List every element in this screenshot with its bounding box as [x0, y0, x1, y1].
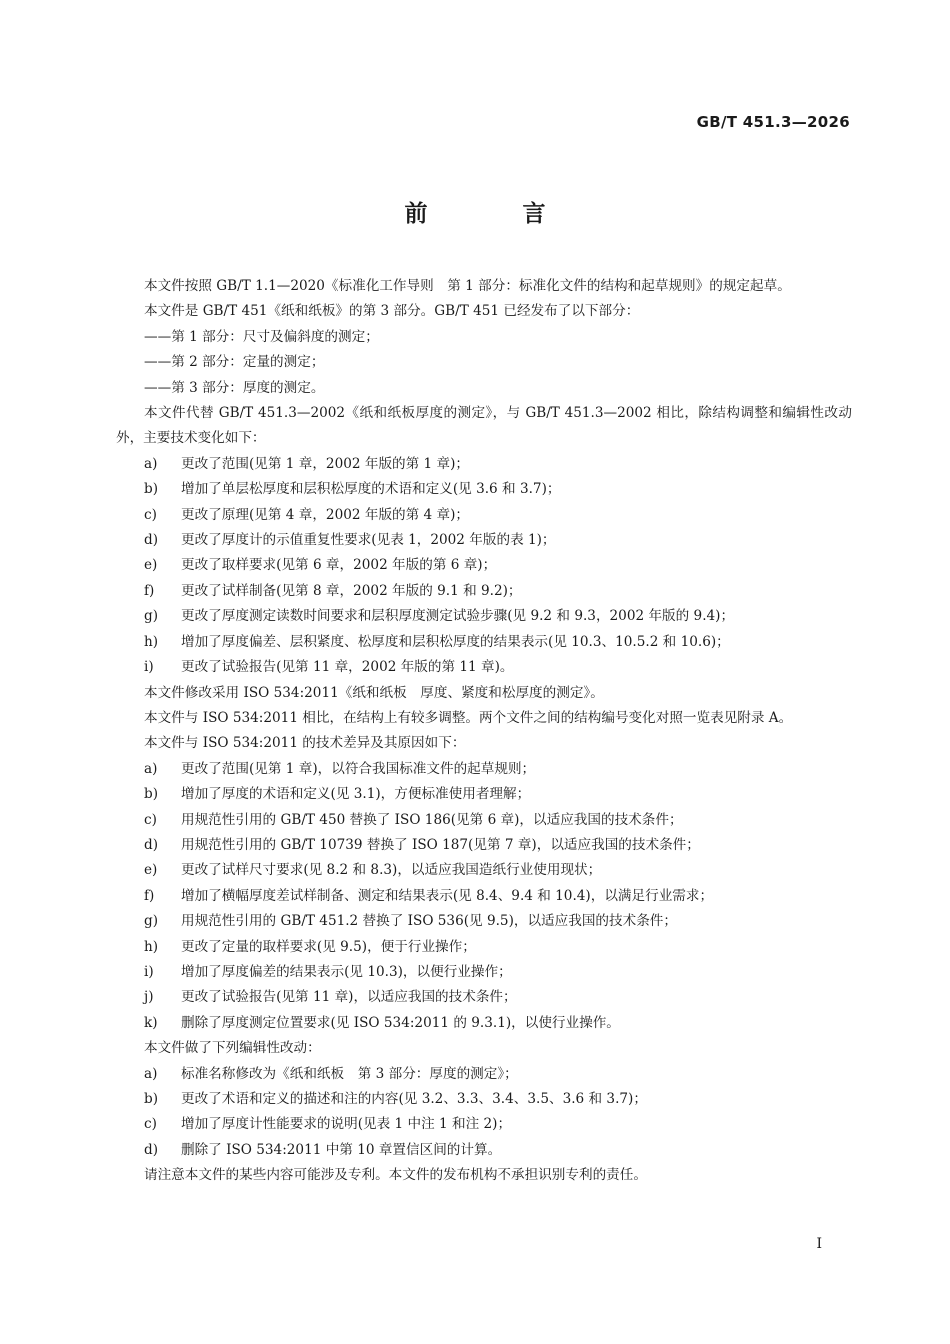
item-text: 增加了厚度的术语和定义(见 3.1)，方便标准使用者理解；	[181, 786, 531, 803]
item-text: 更改了范围(见第 1 章)，以符合我国标准文件的起草规则；	[181, 760, 536, 777]
item-label: d)	[144, 532, 159, 549]
list-item	[116, 503, 852, 528]
item-text: 用规范性引用的 GB/T 451.2 替换了 ISO 536(见 9.5)，以适应我国的技术条件；	[181, 913, 677, 930]
item-label: i)	[144, 659, 154, 676]
item-text: 更改了定量的取样要求(见 9.5)，便于行业操作；	[181, 938, 476, 955]
paragraph: 本文件按照 GB/T 1.1—2020《标准化工作导则 第 1 部分：标准化文件的结构和起草规则》的规定起草。	[144, 278, 791, 294]
item-label: b)	[144, 481, 159, 498]
item-label: f)	[144, 582, 155, 599]
item-text: 更改了范围(见第 1 章，2002 年版的第 1 章)；	[181, 455, 470, 472]
paragraph: 本文件是 GB/T 451《纸和纸板》的第 3 部分。GB/T 451 已经发布了以下部分：	[144, 303, 640, 320]
item-label: d)	[144, 836, 159, 853]
item-label: e)	[144, 557, 158, 574]
list-item	[116, 1011, 852, 1036]
item-text: 增加了横幅厚度差试样制备、测定和结果表示(见 8.4、9.4 和 10.4)，以满足行业需求；	[181, 887, 714, 904]
list-item	[116, 579, 852, 604]
list-item	[116, 528, 852, 553]
paragraph: 本文件与 ISO 534:2011 相比，在结构上有较多调整。两个文件之间的结构编号变化对照一览表见附录 A。	[144, 709, 793, 726]
item-label: c)	[144, 506, 157, 523]
list-item	[116, 985, 852, 1010]
list-item	[116, 452, 852, 477]
item-text: 增加了厚度偏差的结果表示(见 10.3)，以便行业操作；	[181, 963, 512, 980]
item-text: 更改了取样要求(见第 6 章，2002 年版的第 6 章)；	[181, 557, 497, 574]
list-item	[116, 909, 852, 934]
list-item	[116, 935, 852, 960]
item-text: 删除了 ISO 534:2011 中第 10 章置信区间的计算。	[181, 1141, 502, 1158]
list-item	[116, 604, 852, 629]
item-label: a)	[144, 760, 158, 777]
item-label: b)	[144, 786, 159, 803]
page-title: 前 言	[404, 201, 582, 227]
list-item	[116, 808, 852, 833]
item-text: 增加了单层松厚度和层积松厚度的术语和定义(见 3.6 和 3.7)；	[181, 481, 561, 498]
item-text: 更改了试验报告(见第 11 章)，以适应我国的技术条件；	[181, 989, 517, 1006]
item-text: 更改了术语和定义的描述和注的内容(见 3.2、3.3、3.4、3.5、3.6 和 3.7)；	[181, 1091, 647, 1107]
item-label: i)	[144, 963, 154, 980]
list-item	[116, 1087, 852, 1112]
item-label: g)	[144, 913, 159, 930]
list-item: ——第 3 部分：厚度的测定。	[144, 379, 325, 396]
list-item	[116, 1062, 852, 1087]
list-item	[116, 553, 852, 578]
paragraph: 本文件代替 GB/T 451.3—2002《纸和纸板厚度的测定》，与 GB/T 451.3—2002 相比，除结构调整和编辑性改动外，主要技术变化如下：	[116, 405, 852, 447]
paragraph: 本文件做了下列编辑性改动：	[144, 1040, 321, 1057]
page-number: I	[816, 1236, 822, 1252]
list-item	[116, 630, 852, 655]
item-label: h)	[144, 938, 159, 955]
item-text: 增加了厚度偏差、层积紧度、松厚度和层积松厚度的结果表示(见 10.3、10.5.2 和 10.6)；	[181, 633, 730, 650]
item-label: j)	[144, 989, 154, 1006]
paragraph: 请注意本文件的某些内容可能涉及专利。本文件的发布机构不承担识别专利的责任。	[144, 1167, 647, 1184]
item-label: f)	[144, 887, 155, 904]
item-label: k)	[144, 1014, 158, 1031]
item-label: a)	[144, 455, 158, 472]
list-item	[116, 858, 852, 883]
item-label: g)	[144, 608, 159, 625]
item-text: 标准名称修改为《纸和纸板 第 3 部分：厚度的测定》；	[181, 1065, 518, 1082]
foreword-body	[116, 274, 852, 1189]
item-label: e)	[144, 862, 158, 879]
item-label: c)	[144, 811, 157, 828]
item-label: c)	[144, 1116, 157, 1133]
item-text: 用规范性引用的 GB/T 450 替换了 ISO 186(见第 6 章)，以适应我国的技术条件；	[181, 811, 683, 828]
list-item	[116, 477, 852, 502]
item-text: 更改了厚度测定读数时间要求和层积厚度测定试验步骤(见 9.2 和 9.3，2002 年版的 9.4)；	[181, 608, 735, 625]
list-item	[116, 782, 852, 807]
document-code: GB/T 451.3—2026	[696, 113, 850, 131]
list-item	[116, 884, 852, 909]
item-text: 更改了原理(见第 4 章，2002 年版的第 4 章)；	[181, 506, 470, 523]
item-text: 更改了试样制备(见第 8 章，2002 年版的 9.1 和 9.2)；	[181, 582, 522, 599]
item-text: 更改了试样尺寸要求(见 8.2 和 8.3)，以适应我国造纸行业使用现状；	[181, 862, 602, 879]
list-item	[116, 1138, 852, 1163]
item-label: a)	[144, 1065, 158, 1082]
list-item: ——第 1 部分：尺寸及偏斜度的测定；	[144, 328, 379, 345]
paragraph: 本文件与 ISO 534:2011 的技术差异及其原因如下：	[144, 735, 466, 752]
item-text: 更改了试验报告(见第 11 章，2002 年版的第 11 章)。	[181, 659, 514, 676]
item-label: d)	[144, 1141, 159, 1158]
item-text: 删除了厚度测定位置要求(见 ISO 534:2011 的 9.3.1)，以使行业操作。	[181, 1014, 620, 1031]
paragraph: 本文件修改采用 ISO 534:2011《纸和纸板 厚度、紧度和松厚度的测定》。	[144, 684, 604, 701]
list-item	[116, 833, 852, 858]
list-item	[116, 757, 852, 782]
item-label: h)	[144, 633, 159, 650]
list-item	[116, 1112, 852, 1137]
item-text: 用规范性引用的 GB/T 10739 替换了 ISO 187(见第 7 章)，以适应我国的技术条件；	[181, 836, 700, 853]
list-item: ——第 2 部分：定量的测定；	[144, 354, 325, 371]
item-text: 更改了厚度计的示值重复性要求(见表 1，2002 年版的表 1)；	[181, 532, 556, 549]
list-item	[116, 960, 852, 985]
list-item	[116, 655, 852, 680]
item-label: b)	[144, 1091, 159, 1107]
item-text: 增加了厚度计性能要求的说明(见表 1 中注 1 和注 2)；	[181, 1116, 512, 1133]
